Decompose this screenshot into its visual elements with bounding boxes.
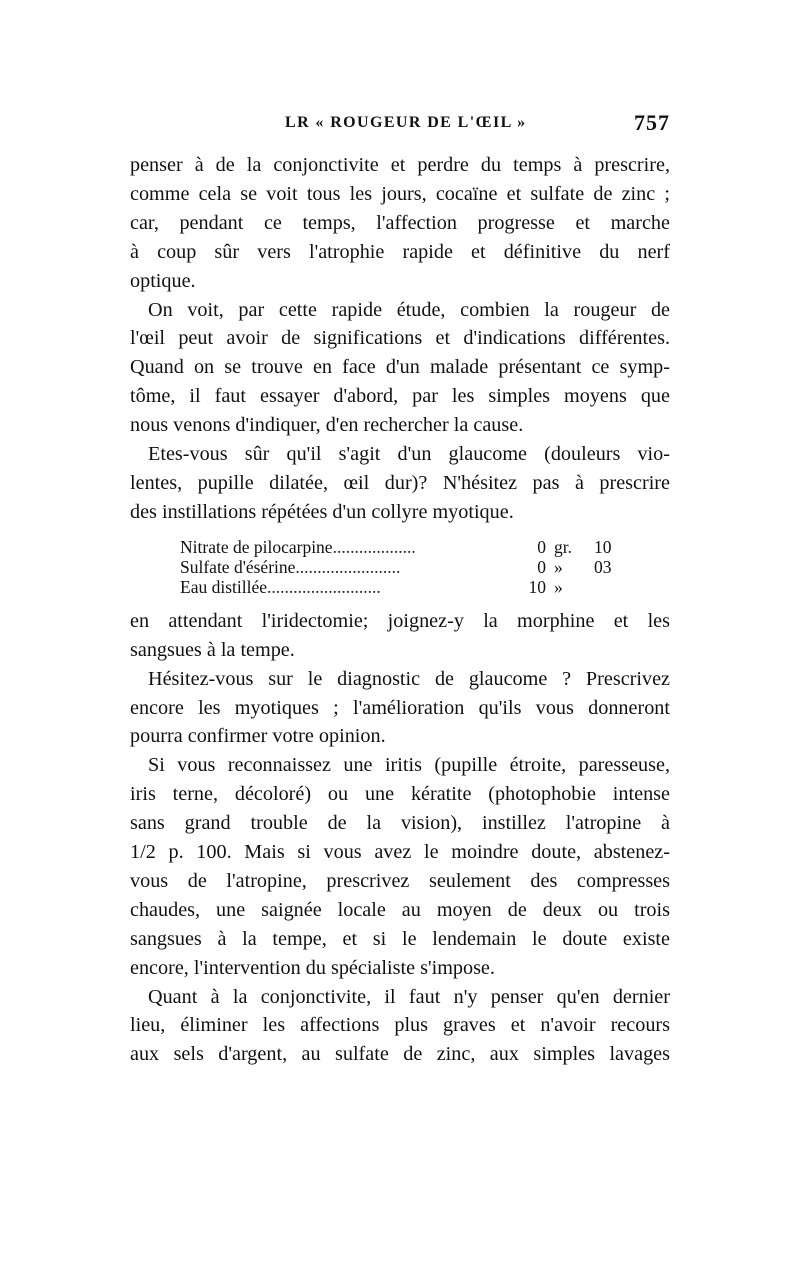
- paragraph-glaucome: [130, 440, 670, 527]
- text-line: sangsues à la tempe, et si le lendemain le doute existe: [130, 927, 670, 950]
- running-title: LR « ROUGEUR DE L'ŒIL »: [285, 114, 527, 131]
- text-line: comme cela se voit tous les jours, cocaïne et sulfate de zinc ;: [130, 182, 670, 205]
- text-line: iris terne, décoloré) ou une kératite (photophobie intense: [130, 783, 670, 806]
- text-line: nous venons d'indiquer, d'en rechercher la cause.: [130, 414, 524, 437]
- text-line: Etes-vous sûr qu'il s'agit d'un glaucome (douleurs vio-: [148, 443, 670, 466]
- page-header: [130, 110, 670, 138]
- ingredient-unit: gr.: [554, 536, 572, 557]
- ingredient-decimal: 10: [594, 536, 612, 557]
- ingredient-decimal: 03: [594, 556, 612, 577]
- ingredient-unit: »: [554, 556, 563, 577]
- text-line: lieu, éliminer les affections plus graves et n'avoir recours: [130, 1014, 670, 1037]
- text-line: vous de l'atropine, prescrivez seulement des compresses: [130, 869, 670, 892]
- text-line: penser à de la conjonctivite et perdre du temps à prescrire,: [130, 154, 670, 176]
- page-number: 757: [634, 110, 670, 135]
- ingredient-decimal: [594, 577, 634, 597]
- leader-dots: ........................: [295, 556, 401, 577]
- text-line: chaudes, une saignée locale au moyen de deux ou trois: [130, 898, 670, 921]
- text-line: tôme, il faut essayer d'abord, par les simples moyens que: [130, 385, 670, 408]
- text-line: à coup sûr vers l'atrophie rapide et définitive du nerf: [130, 240, 670, 263]
- text-line: car, pendant ce temps, l'affection progresse et marche: [130, 211, 670, 234]
- body-text: [130, 151, 670, 1069]
- prescription-row: [180, 557, 634, 577]
- ingredient-name: Nitrate de pilocarpine: [180, 536, 333, 557]
- ingredient-quantity: 0: [537, 536, 546, 557]
- text-line: Quant à la conjonctivite, il faut n'y penser qu'en dernier: [148, 985, 670, 1008]
- prescription-row: [180, 537, 634, 557]
- ingredient-name: Eau distillée: [180, 576, 267, 597]
- leader-dots: ..........................: [267, 576, 381, 597]
- ingredient-unit: »: [554, 576, 563, 597]
- text-line: encore, l'intervention du spécialiste s'impose.: [130, 956, 495, 979]
- text-line: en attendant l'iridectomie; joignez-y la morphine et les: [130, 609, 670, 632]
- text-line: sangsues à la tempe.: [130, 638, 295, 661]
- text-line: Quand on se trouve en face d'un malade présentant ce symp-: [130, 356, 670, 379]
- paragraph-iritis: [130, 751, 670, 982]
- ingredient-name: Sulfate d'ésérine: [180, 556, 296, 577]
- paragraph-conjonctivite: [130, 983, 670, 1070]
- text-line: l'œil peut avoir de significations et d'indications différentes.: [130, 327, 670, 350]
- text-line: Si vous reconnaissez une iritis (pupille étroite, paresseuse,: [148, 754, 670, 777]
- text-line: lentes, pupille dilatée, œil dur)? N'hésitez pas à prescrire: [130, 471, 670, 494]
- text-line: Hésitez-vous sur le diagnostic de glaucome ? Prescrivez: [148, 667, 670, 690]
- paragraph-diagnostic: [130, 665, 670, 752]
- paragraph-rougeur: [130, 296, 670, 441]
- ingredient-quantity: 10: [528, 576, 546, 597]
- paragraph-continuation: [130, 151, 670, 296]
- text-line: sans grand trouble de la vision), instillez l'atropine à: [130, 812, 670, 835]
- text-line: des instillations répétées d'un collyre myotique.: [130, 500, 514, 523]
- text-line: encore les myotiques ; l'amélioration qu'ils vous donneront: [130, 696, 670, 719]
- text-line: pourra confirmer votre opinion.: [130, 725, 386, 748]
- text-line: aux sels d'argent, au sulfate de zinc, aux simples lavages: [130, 1043, 670, 1066]
- prescription-row: [180, 577, 634, 597]
- paragraph-iridectomie: [130, 607, 670, 665]
- ingredient-quantity: 0: [537, 556, 546, 577]
- text-line: optique.: [130, 269, 196, 292]
- leader-dots: ...................: [332, 536, 416, 557]
- text-line: 1/2 p. 100. Mais si vous avez le moindre doute, abstenez-: [130, 841, 670, 864]
- prescription-table: [180, 537, 634, 597]
- text-line: On voit, par cette rapide étude, combien la rougeur de: [148, 298, 670, 321]
